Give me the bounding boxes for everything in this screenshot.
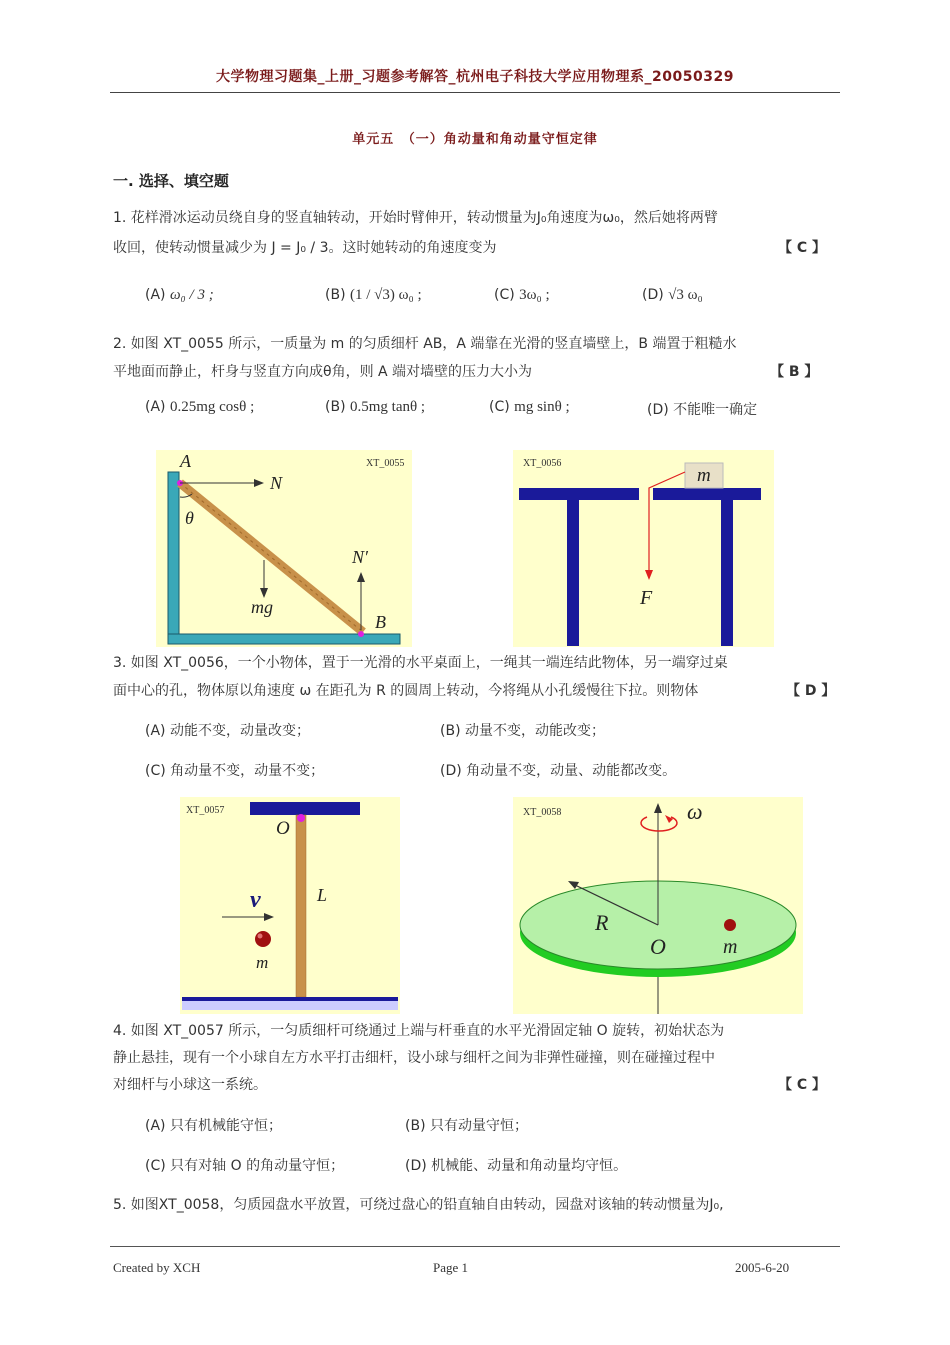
q3-option-d: (D) 角动量不变，动量、动能都改变。 (440, 763, 677, 779)
q3-line1: 3. 如图 XT_0056，一个小物体，置于一光滑的水平桌面上，一绳其一端连结此物体，另一端穿过桌 (113, 655, 728, 671)
fig55-label-n: N (270, 473, 283, 493)
footer-date: 2005-6-20 (735, 1260, 790, 1275)
q1-option-d (642, 287, 703, 304)
q2-line2: 平地面而静止，杆身与竖直方向成θ角，则 A 端对墙壁的压力大小为 (113, 364, 533, 380)
fig55-tag: XT_0055 (366, 458, 405, 469)
fig57-pivot-bar (250, 802, 360, 815)
q1-option-a-label: (A) (145, 287, 166, 303)
q2-option-d-value: 不能唯一确定 (673, 402, 758, 418)
figure-xt0056 (513, 450, 774, 647)
q4-option-c: (C) 只有对轴 O 的角动量守恒； (145, 1158, 345, 1174)
fig56-tag: XT_0056 (523, 458, 562, 469)
q2-option-d (647, 399, 757, 419)
q3-line2: 面中心的孔，物体原以角速度 ω 在距孔为 R 的圆周上转动，今将绳从小孔缓慢往下拉。则物体 (113, 683, 699, 699)
fig55-floor (168, 634, 400, 644)
q1-option-c-label: (C) (494, 287, 515, 303)
q1-option-d-label: (D) (642, 287, 664, 303)
fig57-tag: XT_0057 (186, 805, 225, 816)
fig57-ball-highlight (258, 934, 263, 939)
q2-option-d-label: (D) (647, 402, 669, 418)
fig55-wall (168, 472, 179, 636)
fig55-label-a: A (180, 451, 191, 471)
q2-option-c-value: mg sinθ ; (514, 399, 570, 415)
fig58-label-o: O (650, 934, 666, 959)
q2-option-c-label: (C) (489, 399, 510, 415)
q2-option-b-label: (B) (325, 399, 346, 415)
fig57-label-v: v (250, 887, 261, 913)
q2-option-c (489, 399, 570, 416)
figure-xt0057 (180, 797, 400, 1014)
fig58-tag: XT_0058 (523, 807, 562, 818)
q1-option-b (325, 287, 422, 304)
q4-line1: 4. 如图 XT_0057 所示，一匀质细杆可绕通过上端与杆垂直的水平光滑固定轴 O 旋转，初始状态为 (113, 1023, 725, 1039)
fig58-label-omega: ω (687, 799, 703, 824)
q1-option-c (494, 287, 550, 304)
fig55-label-n2: N′ (352, 547, 368, 567)
q2-option-a-label: (A) (145, 399, 166, 415)
q2-option-a (145, 399, 254, 416)
q3-option-c: (C) 角动量不变，动量不变； (145, 763, 325, 779)
fig57-rod (296, 815, 306, 997)
q2-answer: 【 B 】 (770, 364, 819, 380)
q3-option-a: (A) 动能不变，动量改变； (145, 723, 310, 739)
fig56-leg-left (567, 500, 579, 646)
header-rule (110, 92, 840, 93)
q3-answer: 【 D 】 (786, 683, 836, 699)
q4-option-a: (A) 只有机械能守恒； (145, 1118, 282, 1134)
fig56-leg-right (721, 500, 733, 646)
q1-answer: 【 C 】 (778, 240, 827, 256)
q1-line1: 1. 花样滑冰运动员绕自身的竖直轴转动，开始时臂伸开，转动惯量为J₀角速度为ω₀，然后她将两臂 (113, 210, 718, 226)
fig57-label-o: O (276, 818, 290, 839)
fig55-label-b: B (375, 612, 386, 632)
q4-answer: 【 C 】 (778, 1077, 827, 1093)
fig55-background (156, 450, 412, 647)
fig55-label-theta: θ (185, 508, 194, 528)
fig57-label-l: L (317, 885, 328, 905)
q2-option-b (325, 399, 425, 416)
fig57-pivot-point (297, 814, 305, 822)
q2-option-a-value: 0.25mg cosθ ; (169, 399, 255, 415)
fig58-label-m: m (723, 936, 738, 958)
q1-option-a (145, 287, 214, 304)
fig56-table-left (519, 488, 639, 500)
q4-option-d: (D) 机械能、动量和角动量均守恒。 (405, 1158, 628, 1174)
q4-line3: 对细杆与小球这一系统。 (113, 1077, 267, 1093)
fig57-background (180, 797, 400, 1014)
fig58-mass (724, 919, 736, 931)
fig57-ball (255, 931, 271, 947)
figure-xt0058 (513, 797, 803, 1014)
q2-option-b-value: 0.5mg tanθ ; (349, 399, 426, 415)
q1-option-b-value: (1 / √3) ω₀ ; (349, 287, 422, 303)
q1-option-a-value: ω₀ / 3 ; (169, 287, 214, 303)
figure-xt0055 (156, 450, 412, 647)
document-header: 大学物理习题集_上册_习题参考解答_杭州电子科技大学应用物理系_20050329 (216, 69, 734, 85)
q5-line1: 5. 如图XT_0058，匀质园盘水平放置，可绕过盘心的铅直轴自由转动，园盘对该轴的转动惯量为J₀, (113, 1197, 724, 1213)
fig56-label-f: F (640, 587, 653, 609)
fig58-label-r: R (595, 910, 609, 935)
q3-option-b: (B) 动量不变，动能改变； (440, 723, 605, 739)
footer-author: Created by XCH (113, 1260, 201, 1275)
fig57-ground (182, 997, 398, 1001)
fig56-background (513, 450, 774, 647)
fig55-point-b (358, 631, 364, 637)
q1-option-d-value: √3 ω₀ (668, 287, 703, 303)
fig57-label-m: m (256, 953, 269, 972)
fig57-ground-hatch (182, 1001, 398, 1010)
unit-title: 单元五 （一）角动量和角动量守恒定律 (352, 132, 598, 147)
fig56-table-right (653, 488, 761, 500)
q1-option-c-value: 3ω₀ ; (519, 287, 550, 303)
q1-option-b-label: (B) (325, 287, 346, 303)
fig55-label-mg: mg (251, 597, 273, 617)
q4-line2: 静止悬挂，现有一个小球自左方水平打击细杆，设小球与细杆之间为非弹性碰撞，则在碰撞过程中 (113, 1050, 715, 1066)
q4-option-b: (B) 只有动量守恒； (405, 1118, 528, 1134)
q1-line2: 收回，使转动惯量减少为 J = J₀ / 3。这时她转动的角速度变为 (113, 240, 497, 256)
footer-rule (110, 1246, 840, 1247)
fig56-label-m: m (697, 465, 711, 486)
footer-page-number: Page 1 (433, 1260, 469, 1275)
q2-line1: 2. 如图 XT_0055 所示，一质量为 m 的匀质细杆 AB，A 端靠在光滑的竖直墙壁上，B 端置于粗糙水 (113, 336, 737, 352)
section-heading: 一. 选择、填空题 (113, 172, 229, 190)
